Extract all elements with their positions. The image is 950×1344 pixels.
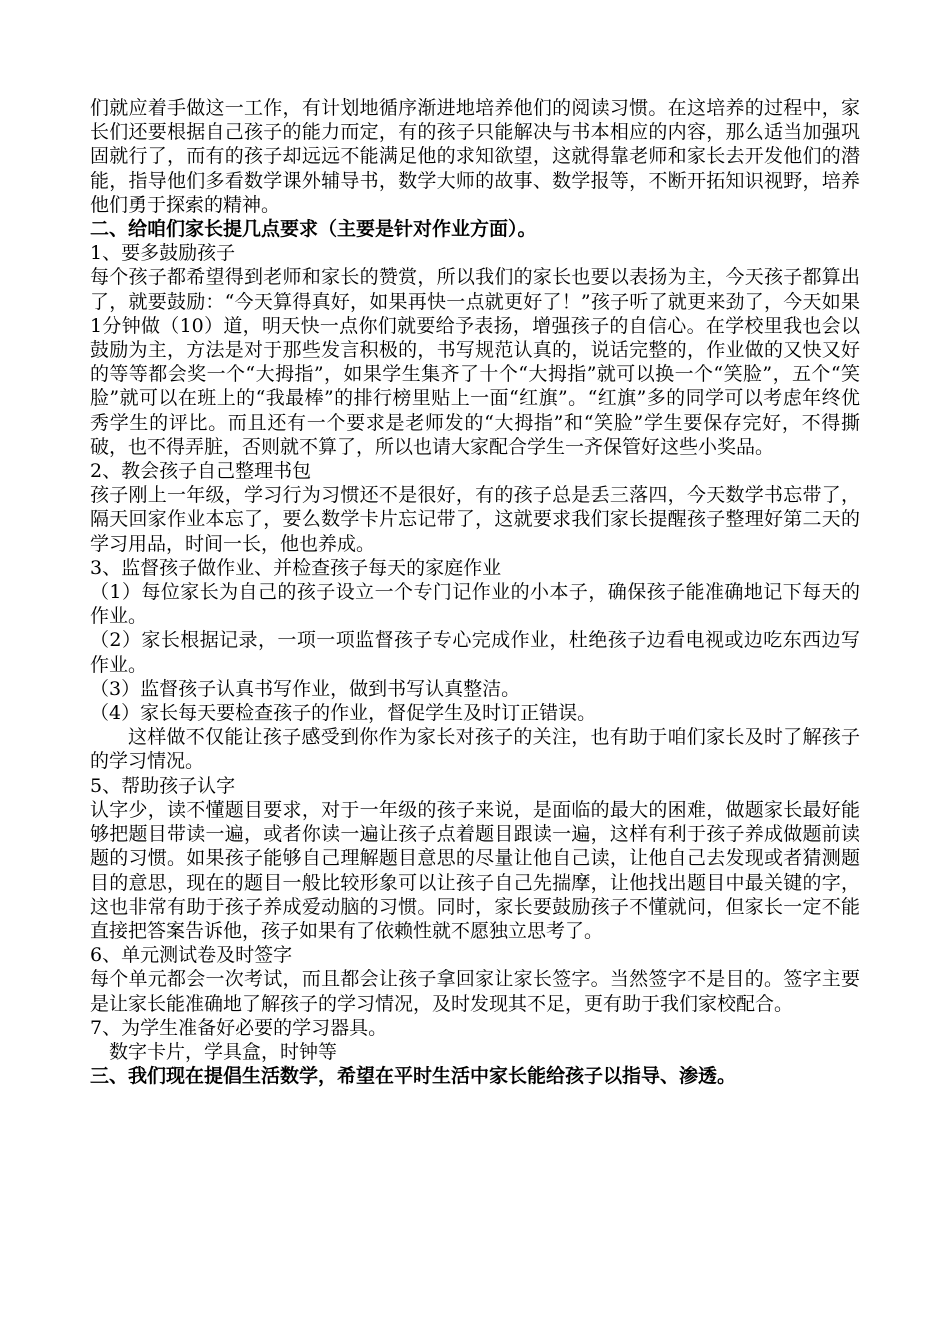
item-3-title: 3、监督孩子做作业、并检查孩子每天的家庭作业 [90, 556, 502, 579]
item-3-note: 这样做不仅能让孩子感受到你作为家长对孩子的关注，也有助于咱们家长及时了解孩子的学习情况。 [90, 726, 860, 773]
item-7-title: 7、为学生准备好必要的学习器具。 [90, 1016, 388, 1039]
item-5-body: 认字少，读不懂题目要求，对于一年级的孩子来说，是面临的最大的困难，做题家长最好能够把题目带读一遍，或者你读一遍让孩子点着题目跟读一遍，这样有利于孩子养成做题前读题的习惯。如果孩子能够自己理解题目意思的尽量让他自己读，让他自己去发现或者猜测题目的意思，现在的题目一般比较形象可以让孩子自己先揣摩，让他找出题目中最关键的字，这也非常有助于孩子养成爱动脑的习惯。同时，家长要鼓励孩子不懂就问，但家长一定不能直接把答案告诉他，孩子如果有了依赖性就不愿独立思考了。 [90, 798, 860, 942]
document-page [90, 96, 860, 1088]
section-2-heading: 二、给咱们家长提几点要求（主要是针对作业方面）。 [90, 218, 537, 241]
intro-paragraph: 们就应着手做这一工作，有计划地循序渐进地培养他们的阅读习惯。在这培养的过程中，家长们还要根据自己孩子的能力而定，有的孩子只能解决与书本相应的内容，那么适当加强巩固就行了，而有的孩子却远远不能满足他的求知欲望，这就得靠老师和家长去开发他们的潜能，指导他们多看数学课外辅导书，数学大师的故事、数学报等，不断开拓知识视野，培养他们勇于探索的精神。 [90, 97, 860, 216]
item-2-title: 2、教会孩子自己整理书包 [90, 460, 312, 483]
item-1-title: 1、要多鼓励孩子 [90, 242, 236, 265]
item-7-body: 数字卡片，学具盒，时钟等 [109, 1040, 338, 1063]
item-3-sub-1: （1）每位家长为自己的孩子设立一个专门记作业的小本子，确保孩子能准确地记下每天的作业。 [90, 581, 860, 628]
item-2-body: 孩子刚上一年级，学习行为习惯还不是很好，有的孩子总是丢三落四，今天数学书忘带了，隔天回家作业本忘了，要么数学卡片忘记带了，这就要求我们家长提醒孩子整理好第二天的学习用品，时间一长，他也养成。 [90, 484, 860, 555]
item-3-sub-4: （4）家长每天要检查孩子的作业，督促学生及时订正错误。 [90, 702, 597, 725]
section-3-heading: 三、我们现在提倡生活数学，希望在平时生活中家长能给孩子以指导、渗透。 [90, 1065, 737, 1088]
item-3-sub-3: （3）监督孩子认真书写作业，做到书写认真整洁。 [90, 677, 521, 700]
item-1-body: 每个孩子都希望得到老师和家长的赞赏，所以我们的家长也要以表扬为主，今天孩子都算出了，就要鼓励：“今天算得真好，如果再快一点就更好了！”孩子听了就更来劲了，今天如果1分钟做（10）道，明天快一点你们就要给予表扬，增强孩子的自信心。在学校里我也会以鼓励为主，方法是对于那些发言积极的，书写规范认真的，说话完整的，作业做的又快又好的等等都会奖一个“大拇指”，如果学生集齐了十个“大拇指”就可以换一个“笑脸”，五个“笑脸”就可以在班上的“我最棒”的排行榜里贴上一面“红旗”。“红旗”多的同学可以考虑年终优秀学生的评比。而且还有一个要求是老师发的“大拇指”和“笑脸”学生要保存完好，不得撕破，也不得弄脏，否则就不算了，所以也请大家配合学生一齐保管好这些小奖品。 [90, 266, 860, 458]
item-3-sub-2: （2）家长根据记录，一项一项监督孩子专心完成作业，杜绝孩子边看电视或边吃东西边写作业。 [90, 629, 860, 676]
item-6-body: 每个单元都会一次考试，而且都会让孩子拿回家让家长签字。当然签字不是目的。签字主要是让家长能准确地了解孩子的学习情况，及时发现其不足，更有助于我们家校配合。 [90, 968, 860, 1015]
item-5-title: 5、帮助孩子认字 [90, 774, 236, 797]
item-6-title: 6、单元测试卷及时签字 [90, 944, 293, 967]
